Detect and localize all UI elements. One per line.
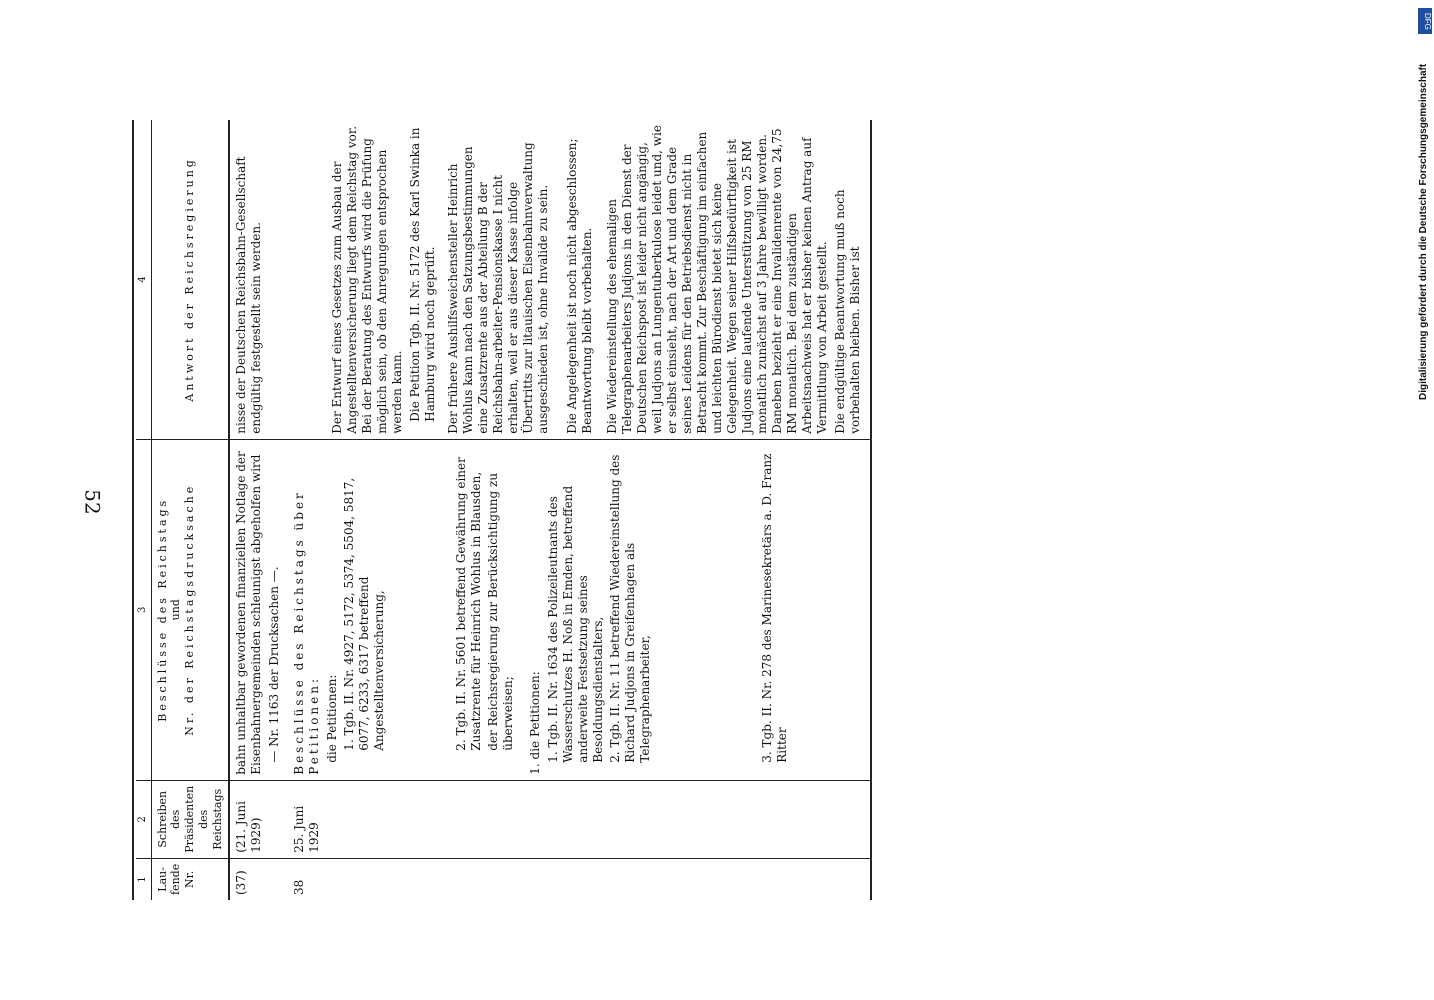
resolution-text: bahn unhaltbar gewordenen finanziellen Notlage der Eisenbahnergemeinden schleunigst abgeholfen wird bbox=[234, 451, 264, 775]
col-number-4: 4 bbox=[136, 120, 151, 439]
row-number: (37) bbox=[234, 870, 249, 895]
petition-table bbox=[136, 120, 872, 900]
header-laufende-nr: Lau-fende Nr. bbox=[151, 858, 229, 900]
col-number-3: 3 bbox=[136, 439, 151, 780]
row-number: 38 bbox=[288, 858, 871, 900]
table-row bbox=[288, 120, 871, 900]
header-c3-line3: Nr. der Reichstagsdrucksache bbox=[183, 483, 196, 736]
petition-item-3: 1. Tgb. II. Nr. 1634 des Polizeileutnants des Wasserschutzes H. Noß in Emden, betreffend anderweite Festsetzung seines Besoldungsdienstalters, bbox=[546, 485, 606, 763]
resolution-ref: — Nr. 1163 der Drucksachen —. bbox=[267, 566, 282, 763]
header-antwort: Antwort der Reichsregierung bbox=[151, 120, 229, 439]
row-answer bbox=[288, 120, 871, 439]
row-resolution bbox=[229, 439, 288, 780]
table-row bbox=[229, 120, 288, 900]
petition-item-1: 1. Tgb. II. Nr. 4927, 5172, 5374, 5504, 5817, 6077, 6233, 6317 betreffend Angestelltenversicherung, bbox=[342, 477, 387, 751]
dfg-logo: DFG bbox=[1418, 8, 1432, 34]
petition-section: 1. die Petitionen: bbox=[528, 671, 543, 775]
header-schreiben: Schreiben des Präsidenten des Reichstags bbox=[151, 780, 229, 858]
header-c3-line2: und bbox=[169, 599, 183, 621]
answer-item-1a: Der Entwurf eines Gesetzes zum Ausbau der Angestelltenversicherung liegt dem Reichstag vor. Bei der Beratung des Entwurfs wird die Prüfung möglich sein, ob den Anregungen entsprochen werden kann. bbox=[330, 125, 405, 434]
row-date: (21. Juni 1929) bbox=[229, 780, 288, 858]
row-resolution bbox=[288, 439, 871, 780]
header-c3-line1: Beschlüsse des Reichstags bbox=[155, 497, 169, 722]
answer-item-3: Die Angelegenheit ist noch nicht abgeschlossen; Beantwortung bleibt vorbehalten. bbox=[565, 138, 595, 434]
column-number-row bbox=[136, 120, 151, 900]
rotated-table-page bbox=[136, 120, 1316, 900]
top-rule bbox=[132, 120, 134, 900]
petition-item-5: 3. Tgb. II. Nr. 278 des Marinesekretärs a. D. Franz Ritter bbox=[760, 453, 790, 763]
resolution-heading: Beschlüsse des Reichstags über Petitionen: bbox=[292, 490, 322, 775]
answer-item-1b: Die Petition Tgb. II. Nr. 5172 des Karl Swinka in Hamburg wird noch geprüft. bbox=[408, 127, 438, 422]
resolution-sub: die Petitionen: bbox=[325, 674, 340, 763]
answer-item-5: Die endgültige Beantwortung muß noch vorbehalten bleiben. Bisher ist bbox=[833, 189, 863, 434]
answer-item-4: Die Wiedereinstellung des ehemaligen Telegraphenarbeiters Judjons in den Dienst der Deutschen Reichspost ist leider nicht angängig, weil Judjons an Lungentuberkulose leidet und, wie er selbst einsieht, nach der Art und dem Grade seines Leidens für den Betriebsdienst nicht in Betracht kommt. Zur Beschäftigung im einfachen und leichten Bürodienst bietet sich keine Gelegenheit. Wegen seiner Hilfsbedürftigkeit ist Judjons eine laufende Unterstützung von 25 RM monatlich zunächst auf 3 Jahre bewilligt worden. Daneben bezieht er eine Invalidenrente von 24,75 RM monatlich. Bei dem zuständigen Arbeitsnachweis hat er bisher keinen Antrag auf Vermittlung von Arbeit gestellt. bbox=[605, 125, 830, 434]
header-row bbox=[151, 120, 229, 900]
digitization-note: Digitalisierung gefördert durch die Deutsche Forschungsgemeinschaft bbox=[1418, 63, 1429, 400]
col-number-2: 2 bbox=[136, 780, 151, 858]
row-answer: nisse der Deutschen Reichsbahn-Gesellschaft endgültig festgestellt sein werden. bbox=[229, 120, 288, 439]
petition-item-4: 2. Tgb. II. Nr. 11 betreffend Wiedereinstellung des Richard Judjons in Greifenhagen als Telegraphenarbeiter, bbox=[608, 454, 653, 763]
petition-item-2: 2. Tgb. II. Nr. 5601 betreffend Gewährung einer Zusatzrente für Heinrich Wohlus in Blausden, bbox=[454, 457, 484, 751]
page-number: 52 bbox=[80, 489, 105, 515]
col-number-1: 1 bbox=[136, 858, 151, 900]
row-date: 25. Juni 1929 bbox=[288, 780, 871, 858]
header-beschluesse bbox=[151, 439, 229, 780]
answer-item-2: Der frühere Aushilfsweichensteller Heinrich Wohlus kann nach den Satzungsbestimmungen eine Zusatzrente aus der Abteilung B der Reichsbahn-arbeiter-Pensionskasse I nicht erhalten, weil er aus dieser Kasse infolge Übertritts zur litauischen Eisenbahnverwaltung ausgeschieden ist, ohne Invalide zu sein. bbox=[446, 142, 551, 434]
petition-item-2-note: der Reichsregierung zur Berücksichtigung zu überweisen; bbox=[486, 472, 516, 751]
